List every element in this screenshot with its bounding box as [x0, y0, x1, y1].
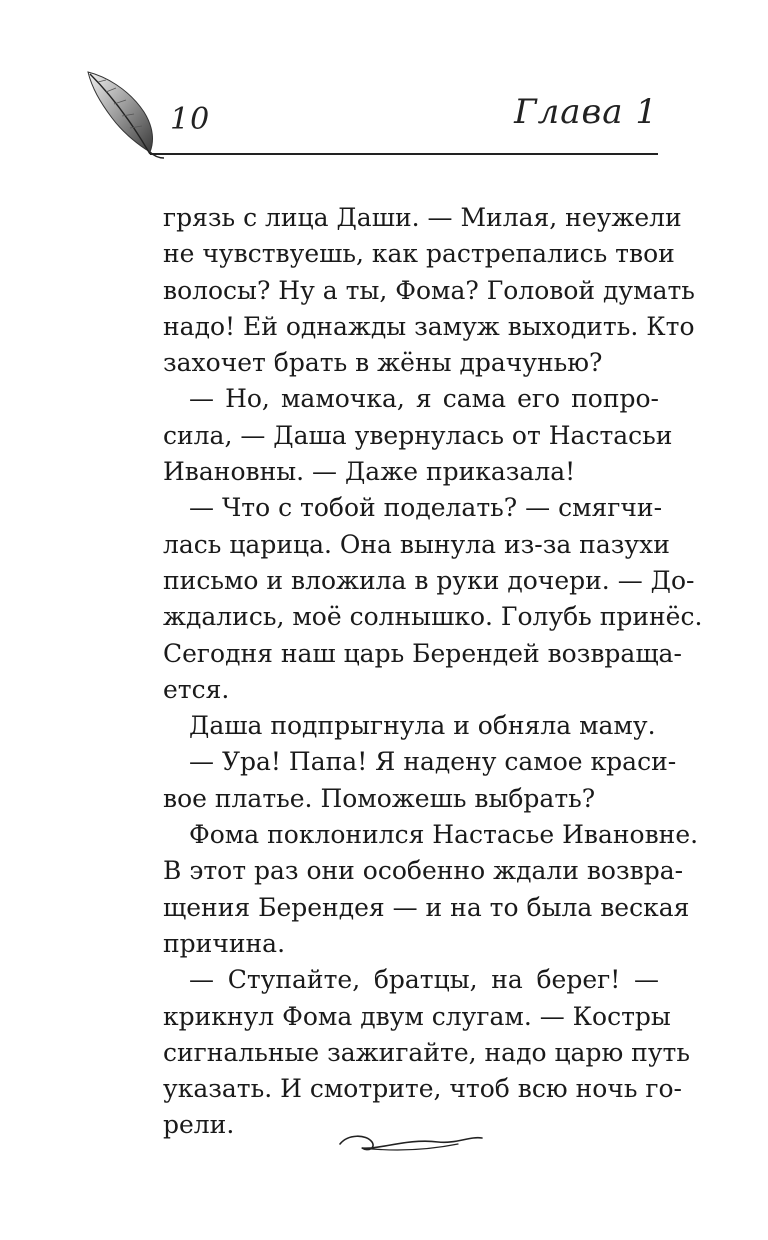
text-line: надо! Ей однажды замуж выходить. Кто [163, 311, 695, 341]
text-line: причина. [163, 928, 286, 958]
text-line: сигнальные зажигайте, надо царю путь [163, 1037, 690, 1067]
text-line: ждались, моё солнышко. Голубь принёс. [163, 602, 703, 632]
text-line: захочет брать в жёны драчунью? [163, 348, 603, 378]
text-line: Сегодня наш царь Берендей возвраща- [163, 638, 682, 668]
body-text [163, 200, 703, 1144]
flourish-divider-icon [338, 1128, 484, 1158]
text-line: Фома поклонился Настасье Ивановне. [189, 820, 699, 850]
text-line: ется. [163, 674, 230, 704]
chapter-title: Глава 1 [514, 92, 658, 132]
text-line: Ивановны. — Даже приказала! [163, 457, 576, 487]
text-line: крикнул Фома двум слугам. — Костры [163, 1001, 671, 1031]
quill-feather-icon [84, 68, 164, 160]
text-line: — Ступайте, братцы, на берег! — [189, 965, 659, 995]
text-line: лась царица. Она вынула из-за пазухи [163, 529, 670, 559]
text-line: В этот раз они особенно ждали возвра- [163, 856, 684, 886]
text-line: не чувствуешь, как растрепались твои [163, 239, 675, 269]
text-line: волосы? Ну а ты, Фома? Головой думать [163, 275, 695, 305]
text-line: — Что с тобой поделать? — смягчи- [189, 493, 663, 523]
page-header [0, 0, 768, 170]
text-line: сила, — Даша увернулась от Настасьи [163, 420, 673, 450]
text-line: письмо и вложила в руки дочери. — До- [163, 565, 695, 595]
page-number: 10 [170, 102, 211, 137]
text-line: — Но, мамочка, я сама его попро- [189, 384, 659, 414]
text-line: Даша подпрыгнула и обняла маму. [189, 711, 656, 741]
text-line: рели. [163, 1110, 235, 1140]
text-line: грязь с лица Даши. — Милая, неужели [163, 203, 682, 232]
header-rule [150, 153, 658, 155]
text-line: указать. И смотрите, чтоб всю ночь го- [163, 1074, 682, 1104]
text-line: — Ура! Папа! Я надену самое краси- [189, 747, 677, 777]
text-line: вое платье. Поможешь выбрать? [163, 783, 596, 813]
text-line: щения Берендея — и на то была веская [163, 892, 690, 922]
